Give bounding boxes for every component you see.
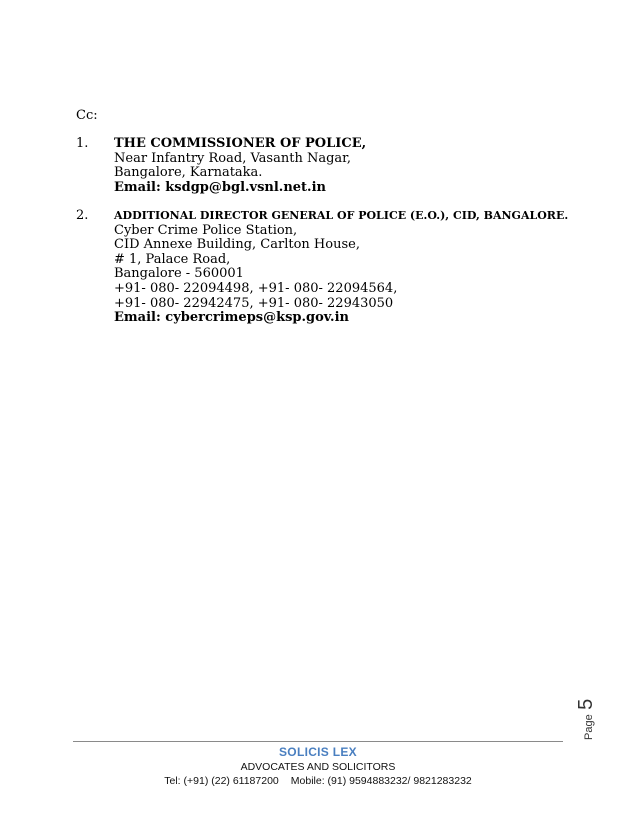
- phone-line: +91- 080- 22942475, +91- 080- 22943050: [114, 295, 394, 311]
- address-line: Bangalore, Karnataka.: [114, 165, 263, 181]
- address-line: Bangalore - 560001: [114, 266, 244, 282]
- recipient-email: Email: cybercrimeps@ksp.gov.in: [114, 310, 349, 326]
- recipient-email: Email: ksdgp@bgl.vsnl.net.in: [114, 179, 326, 195]
- recipient-number: 2.: [76, 208, 89, 223]
- cc-label: Cc:: [76, 108, 98, 123]
- mobile: Mobile: (91) 9594883232/ 9821283232: [290, 775, 472, 787]
- address-line: # 1, Palace Road,: [114, 251, 231, 267]
- firm-name: SOLICIS LEX: [279, 745, 357, 759]
- recipient-2: [76, 209, 576, 326]
- recipient-heading: THE COMMISSIONER OF POLICE,: [114, 136, 367, 151]
- recipient-number: 1.: [76, 136, 89, 151]
- recipient-1: [76, 137, 576, 195]
- address-line: Near Infantry Road, Vasanth Nagar,: [114, 150, 352, 166]
- telephone: Tel: (+91) (22) 61187200: [164, 775, 279, 787]
- firm-contact: [73, 775, 563, 787]
- page-number-marker: [575, 698, 635, 740]
- address-line: CID Annexe Building, Carlton House,: [114, 237, 360, 253]
- page-label: Page: [583, 714, 595, 740]
- footer-divider: [73, 741, 563, 742]
- recipient-heading: ADDITIONAL DIRECTOR GENERAL OF POLICE (E.O.), CID, BANGALORE.: [114, 209, 569, 222]
- phone-line: +91- 080- 22094498, +91- 080- 22094564,: [114, 280, 398, 296]
- page-number: 5: [575, 698, 597, 710]
- address-line: Cyber Crime Police Station,: [114, 222, 298, 238]
- firm-tagline: ADVOCATES AND SOLICITORS: [240, 761, 396, 773]
